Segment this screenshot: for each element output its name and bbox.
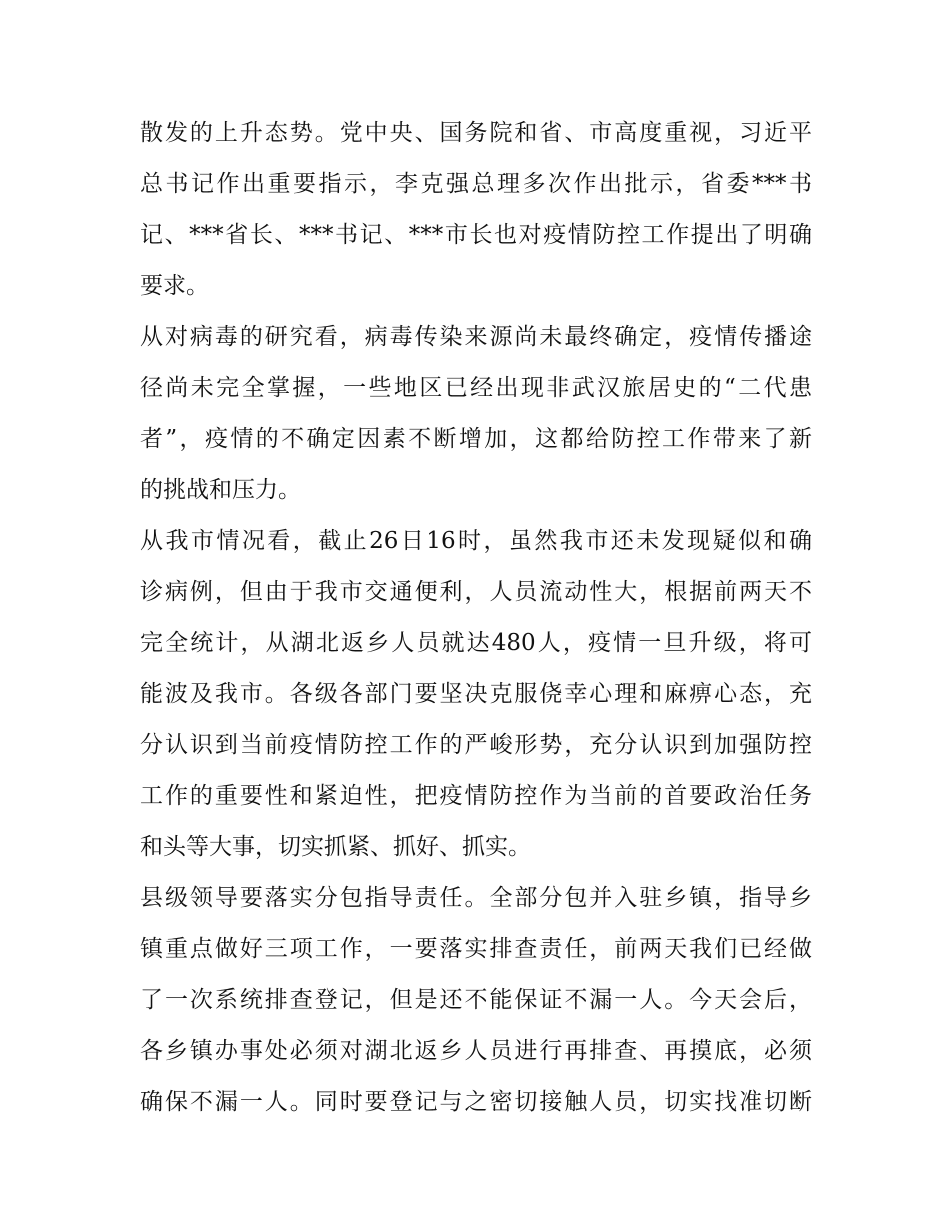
text-line: 各乡镇办事处必须对湖北返乡人员进行再排查、再摸底，必须	[140, 1038, 812, 1064]
text-line: 工作的重要性和紧迫性，把疫情防控作为当前的首要政治任务	[140, 783, 812, 809]
text-line: 诊病例，但由于我市交通便利，人员流动性大，根据前两天不	[140, 579, 812, 605]
text-line: 的挑战和压力。	[140, 477, 301, 503]
text-line: 径尚未完全掌握，一些地区已经出现非武汉旅居史的“二代患	[140, 375, 812, 401]
text-line: 和头等大事，切实抓紧、抓好、抓实。	[140, 834, 531, 860]
text-line: 记、***省长、***书记、***市长也对疫情防控工作提出了明确	[140, 222, 812, 248]
text-line: 分认识到当前疫情防控工作的严峻形势，充分认识到加强防控	[140, 732, 812, 758]
text-line: 确保不漏一人。同时要登记与之密切接触人员，切实找准切断	[140, 1089, 812, 1115]
text-line: 要求。	[140, 273, 209, 299]
paragraph-1	[140, 108, 812, 312]
text-line: 者”，疫情的不确定因素不断增加，这都给防控工作带来了新	[140, 426, 812, 452]
paragraph-2	[140, 312, 812, 516]
text-line: 散发的上升态势。党中央、国务院和省、市高度重视，习近平	[140, 120, 812, 146]
text-line: 县级领导要落实分包指导责任。全部分包并入驻乡镇，指导乡	[140, 885, 812, 911]
paragraph-3	[140, 516, 812, 873]
text-line: 了一次系统排查登记，但是还不能保证不漏一人。今天会后，	[140, 987, 812, 1013]
text-line: 从对病毒的研究看，病毒传染来源尚未最终确定，疫情传播途	[140, 324, 812, 350]
document-body	[140, 108, 812, 1128]
text-line: 从我市情况看，截止26日16时，虽然我市还未发现疑似和确	[140, 528, 812, 554]
text-line: 镇重点做好三项工作，一要落实排查责任，前两天我们已经做	[140, 936, 812, 962]
paragraph-4	[140, 873, 812, 1128]
text-line: 能波及我市。各级各部门要坚决克服侥幸心理和麻痹心态，充	[140, 681, 812, 707]
text-line: 完全统计，从湖北返乡人员就达480人，疫情一旦升级，将可	[140, 630, 812, 656]
text-line: 总书记作出重要指示，李克强总理多次作出批示，省委***书	[140, 171, 812, 197]
